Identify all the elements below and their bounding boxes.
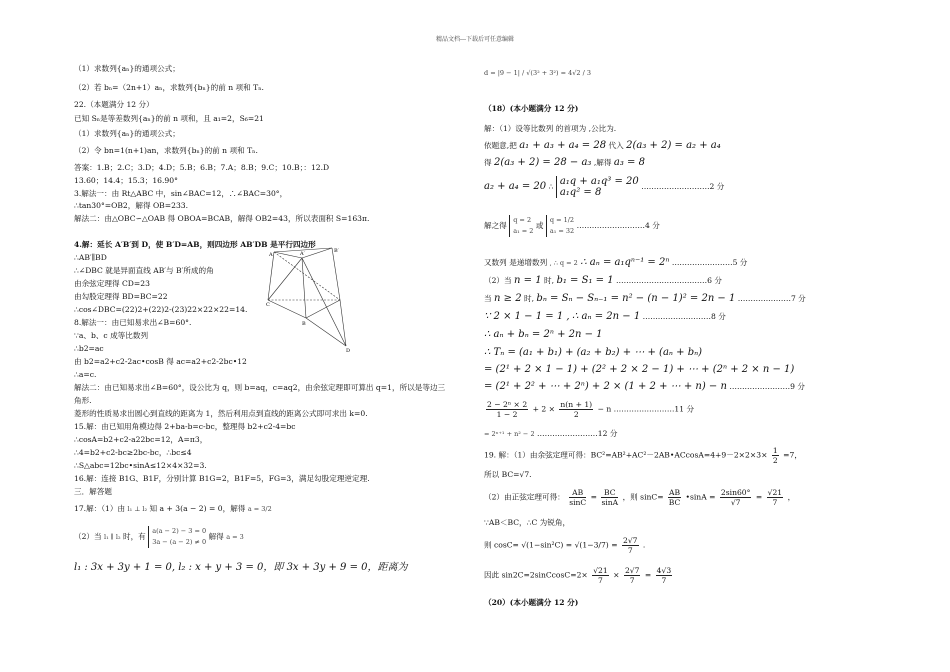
- formula-line: = (2¹ + 2 × 1 − 1) + (2² + 2 × 2 − 1) + ⋯ + (2ⁿ + 2 × n − 1): [484, 364, 795, 375]
- math-span: √(1−3/7): [574, 540, 609, 550]
- figure-label: C: [266, 302, 270, 308]
- text-line: [484, 429, 617, 439]
- fraction: [720, 488, 752, 507]
- text-line: 16.解：连接 B1G、B1F，分别计算 B1G=2，B1F=5，FG=3，满足勾股定理逆定理.: [74, 474, 370, 483]
- brace-system: [546, 215, 574, 237]
- text-span: 则 cosC=: [484, 540, 519, 550]
- figure-label: A′: [300, 251, 305, 257]
- denominator: 2: [573, 410, 579, 419]
- text-span: =: [644, 570, 652, 580]
- formula-line: ∴ aₙ + bₙ = 2ⁿ + 2n − 1: [484, 329, 603, 340]
- text-span: ………………………4 分: [576, 221, 660, 230]
- denominator: 7: [598, 576, 603, 585]
- text-line: [484, 294, 806, 304]
- text-span: ………………………………6 分: [615, 276, 722, 285]
- numerator: 2√7: [622, 536, 638, 545]
- text-line: 答案：1.B；2.C；3.D；4.D；5.B；6.B；7.A；8.B；9.C；10.B；：12.D: [74, 163, 330, 172]
- math-span: a₃ = 8: [613, 157, 645, 168]
- text-line: （2）若 bₙ=（2n+1）aₙ，求数列{bₙ}的前 n 项和 Tₙ.: [74, 83, 264, 92]
- math-span: = 2ⁿ⁺¹ + n² − 2: [484, 430, 535, 438]
- text-line: [484, 382, 805, 392]
- fraction: [668, 488, 681, 507]
- text-line: 解法二：由已知易求出∠B=60°，设公比为 q，则 b=aq，c=aq2，由余弦定理即可算出 q=1，所以是等边三: [74, 383, 446, 392]
- text-line: ∵AB＜BC，∴C 为锐角，: [484, 518, 571, 527]
- denominator: 7: [772, 498, 778, 507]
- text-span: − n: [597, 404, 612, 414]
- text-span: ，则 sinC=: [622, 492, 664, 502]
- text-span: 时，有: [122, 532, 146, 541]
- text-line: 由余弦定理得 CD=23: [74, 279, 150, 288]
- text-line: [74, 526, 244, 548]
- denominator: BC: [668, 498, 681, 507]
- math-span: = (2¹ + 2² + ⋯ + 2ⁿ) + 2 × (1 + 2 + ⋯ + n) − n: [484, 381, 727, 392]
- math-span: a₁ = 2: [513, 227, 534, 235]
- text-line: [484, 566, 674, 585]
- text-span: •sinA: [685, 492, 707, 502]
- text-span: 19. 解：（1）由余弦定理可得：BC²=AB²+AC²－2AB•ACcosA=4+9－2×2×3×: [484, 450, 768, 460]
- text-span: …………………7 分: [737, 294, 806, 303]
- text-line: 角形.: [74, 396, 92, 405]
- math-span: n = 1: [514, 275, 542, 286]
- denominator: 7: [629, 576, 635, 585]
- fraction: [772, 446, 779, 465]
- formula-line: d = |9 − 1| / √(3² + 3²) = 4√2 / 3: [484, 69, 592, 77]
- numerator: 1: [772, 446, 778, 455]
- text-span: 或: [535, 221, 544, 230]
- text-line: 3.解法一：由 Rt△ABC 中，sin∠BAC=12，∴∠BAC=30°，: [74, 189, 288, 198]
- fraction: [559, 400, 593, 419]
- text-line: 4.解：延长 A′B′到 D，使 B′D=AB，则四边形 AB′DB 是平行四边形: [74, 240, 316, 249]
- text-span: ，: [787, 492, 796, 502]
- section-heading: （18）(本小题满分 12 分): [484, 104, 579, 113]
- fraction: [486, 400, 528, 419]
- text-span: =7，: [783, 450, 802, 460]
- section-heading: （20）(本小题满分 12 分): [484, 598, 579, 607]
- math-span: , ∴ q = 2: [549, 259, 578, 267]
- text-line: [484, 312, 726, 322]
- text-span: ………………………2 分: [641, 182, 725, 191]
- text-line: [484, 400, 694, 419]
- math-span: l₁ ∥ l₂: [104, 533, 121, 541]
- text-span: ,公比为.: [588, 124, 617, 133]
- text-span: 是递增数列: [509, 258, 548, 267]
- prism-figure: [266, 246, 370, 354]
- text-span: 依题意,把: [484, 141, 517, 150]
- brace-system: [509, 215, 533, 237]
- math-span: q = 2: [513, 216, 532, 224]
- text-span: ……………………9 分: [729, 382, 805, 391]
- numerator: √21: [593, 566, 608, 575]
- fraction: [624, 566, 641, 585]
- text-span: 知 a + 3(a − 2) = 0，解得: [149, 504, 246, 513]
- denominator: 1 − 2: [496, 410, 518, 419]
- text-line: （1）求数列{aₙ}的通项公式；: [74, 129, 180, 138]
- text-line: 解法二：由△OBC∽△OAB 得 OBOA=BCAB，解得 OB2=43，所以表面积 S=163π.: [74, 214, 370, 223]
- text-span: 得: [484, 158, 492, 167]
- math-span: a₂ + a₄ = 20: [484, 181, 547, 192]
- math-span: a = 3/2: [247, 505, 272, 513]
- numerator: n(n + 1): [560, 400, 593, 409]
- math-span: a₁ + a₃ + a₄ = 28: [519, 140, 607, 151]
- text-line: ∴S△abc=12bc•sinA≤12×4×32=3.: [74, 461, 207, 470]
- denominator: sinA: [601, 498, 619, 507]
- brace-system: [556, 176, 639, 198]
- math-span: √(1−sin²C): [521, 540, 564, 550]
- text-line: ∴tan30°=OB2，解得 OB=233.: [74, 201, 189, 210]
- text-line: [484, 176, 724, 198]
- text-line: ∴∠DBC 就是异面直线 AB′与 B′所成的角: [74, 266, 214, 275]
- fraction: [569, 488, 586, 507]
- text-span: 时,: [544, 276, 555, 285]
- text-span: ,解得: [593, 158, 612, 167]
- text-line: [484, 124, 616, 134]
- text-line: 由勾股定理得 BD=BC=22: [74, 292, 168, 301]
- figure-label: B′: [334, 248, 339, 254]
- math-span: a₁q + a₁q³ = 20: [559, 176, 639, 187]
- text-line: （2）令 bn=1(n+1)an，求数列{bₙ}的前 n 项和 Tₙ.: [74, 146, 258, 155]
- text-line: [484, 215, 660, 237]
- text-span: =: [709, 492, 716, 502]
- text-line: ∴cos∠DBC=(22)2+(22)2-(23)22×22×22=14.: [74, 305, 248, 314]
- text-line: 菱形的性质易求出圆心到直线的距离为 1，然后利用点到直线的距离公式即可求出 k=0.: [74, 409, 368, 418]
- text-span: =: [755, 492, 763, 502]
- text-line: 22.（本题满分 12 分）: [74, 100, 154, 109]
- denominator: sinC: [569, 498, 587, 507]
- text-span: ……………………12 分: [537, 429, 618, 438]
- text-span: 代入: [608, 141, 624, 150]
- text-span: （2）当: [74, 532, 102, 541]
- math-span: bₙ = Sₙ − Sₙ₋₁ = n² − (n − 1)² = 2n − 1: [536, 293, 736, 304]
- numerator: BC: [601, 488, 618, 498]
- text-line: [484, 258, 747, 268]
- math-span: l₁ ⊥ l₂: [127, 505, 148, 513]
- math-span: ∴ aₙ = a₁qⁿ⁻¹ = 2ⁿ: [580, 257, 670, 268]
- formula-line: ∴ Tₙ = (a₁ + b₁) + (a₂ + b₂) + ⋯ + (aₙ + bₙ): [484, 347, 703, 358]
- text-line: [484, 141, 721, 151]
- numerator: 2sin60°: [720, 488, 751, 497]
- text-span: 解之得: [484, 221, 507, 230]
- text-span: 又数列: [484, 258, 507, 267]
- math-span: a(a − 2) − 3 = 0: [152, 527, 207, 535]
- math-span: q = 1/2: [549, 216, 575, 224]
- math-span: b₁ = S₁ = 1: [556, 275, 614, 286]
- text-line: ∴AB′∥BD: [74, 253, 107, 262]
- text-line: l₁ : 3x + 3y + 1 = 0, l₂ : x + y + 3 = 0，即 3x + 3y + 9 = 0，距离为: [74, 562, 408, 573]
- text-span: 时,: [523, 294, 534, 303]
- text-span: ……………………5 分: [671, 258, 748, 267]
- text-line: ∵a、b、c 成等比数列: [74, 331, 149, 340]
- text-span: 解：（1）设等比数列: [484, 124, 554, 133]
- text-line: ∴b2=ac: [74, 344, 104, 353]
- text-line: ∴cosA=b2+c2-a22bc=12，A=π3，: [74, 435, 208, 444]
- text-span: 解得: [208, 532, 224, 541]
- section-heading: 三．解答题: [74, 487, 112, 496]
- text-line: [484, 158, 645, 168]
- text-span: ………………………8 分: [642, 312, 726, 321]
- text-span: 因此 sin2C=2sinCcosC=2×: [484, 570, 588, 580]
- text-line: 15.解：由已知用角模边得 2+ba-b=c-bc，整理得 b2+c2-4=bc: [74, 422, 296, 431]
- figure-label: D: [346, 348, 351, 354]
- fraction: [656, 566, 673, 585]
- text-line: [484, 446, 802, 465]
- text-line: ∴4=b2+c2-bc≥2bc-bc，∴bc≤4: [74, 448, 192, 457]
- math-span: ∵ 2 × 1 − 1 = 1 ,: [484, 311, 570, 322]
- math-span: 2(a₃ + 2) = 28 − a₃: [494, 157, 592, 168]
- numerator: 4√3: [656, 566, 672, 575]
- text-line: （1）求数列{aₙ}的通项公式；: [74, 64, 180, 73]
- text-span: 当: [484, 294, 492, 303]
- page-header: 精品文档---下载后可任意编辑: [435, 36, 515, 43]
- denominator: √7: [730, 498, 741, 507]
- numerator: AB: [669, 488, 681, 497]
- text-span: =: [611, 540, 618, 550]
- fraction: [767, 488, 784, 507]
- text-line: 8.解法一：由已知易求出∠B=60°.: [74, 318, 192, 327]
- numerator: 2 − 2ⁿ × 2: [487, 400, 528, 409]
- denominator: 7: [627, 546, 633, 555]
- math-span: ∴ aₙ = 2n − 1: [571, 311, 641, 322]
- text-span: （2）当: [484, 276, 512, 285]
- math-span: a₁ = 32: [549, 227, 575, 235]
- text-line: [484, 276, 722, 286]
- text-span: 的首项为: [555, 124, 587, 133]
- text-span: ……………………11 分: [613, 404, 695, 414]
- text-span: （2）由正弦定理可得：: [484, 492, 565, 502]
- text-span: ×: [613, 570, 620, 580]
- text-span: + 2 ×: [532, 404, 555, 414]
- math-span: n ≥ 2: [494, 293, 522, 304]
- math-span: a₁q² = 8: [559, 187, 602, 198]
- math-span: 2(a₃ + 2) = a₂ + a₄: [626, 140, 721, 151]
- fraction: [622, 536, 639, 555]
- text-line: [484, 488, 795, 507]
- text-line: 已知 Sₙ是等差数列{aₙ}的前 n 项和，且 a₁=2，S₆=21: [74, 114, 264, 123]
- text-line: 13.60；14.4；15.3；16.90°: [74, 176, 178, 185]
- figure-label: A: [269, 252, 273, 258]
- text-span: 17.解：（1）由: [74, 504, 126, 513]
- text-span: .: [642, 540, 646, 550]
- text-span: =: [590, 492, 598, 502]
- numerator: AB: [569, 488, 586, 498]
- brace-system: [148, 526, 206, 548]
- denominator: 2: [772, 456, 778, 465]
- text-line: [484, 536, 645, 555]
- fraction: [592, 566, 609, 585]
- numerator: √21: [767, 488, 783, 497]
- numerator: 2√7: [624, 566, 640, 575]
- text-line: 由 b2=a2+c2-2ac•cosB 得 ac=a2+c2-2bc•12: [74, 357, 247, 366]
- fraction: [601, 488, 618, 507]
- math-span: 3a − (a − 2) ≠ 0: [152, 538, 207, 546]
- text-line: [74, 504, 272, 514]
- text-line: ∴a=c.: [74, 370, 97, 379]
- text-span: =: [565, 540, 573, 550]
- figure-label: B: [302, 321, 306, 327]
- math-span: a = 3: [226, 533, 244, 541]
- text-line: 所以 BC=√7.: [484, 470, 532, 479]
- text-span: ∴: [548, 182, 554, 191]
- denominator: 7: [661, 576, 667, 585]
